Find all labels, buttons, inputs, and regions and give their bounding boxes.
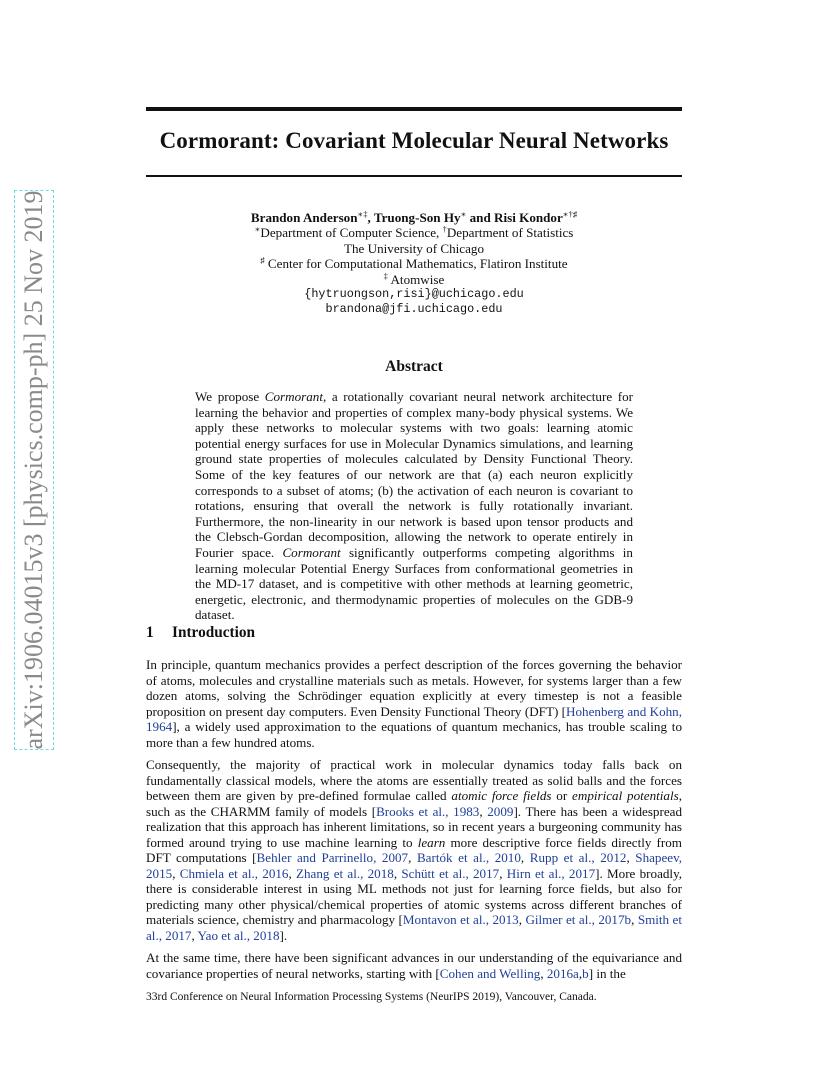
title-rule-top — [146, 107, 682, 111]
conference-footnote: 33rd Conference on Neural Information Processing Systems (NeurIPS 2019), Vancouver, Canada. — [146, 991, 597, 1003]
citation-link[interactable]: Brooks et al., 1983 — [376, 803, 480, 819]
affiliation-text: Department of Statistics — [446, 225, 574, 241]
affiliation-atomwise — [146, 272, 682, 287]
section-heading — [146, 624, 255, 642]
arxiv-stamp-text: arXiv:1906.04015v3 [physics.comp-ph] 25 Nov 2019 — [19, 190, 48, 750]
author-names — [146, 210, 682, 225]
author-name: Truong-Son Hy — [373, 210, 461, 225]
citation-link[interactable]: Behler and Parrinello, 2007 — [256, 850, 409, 865]
author-block — [146, 210, 682, 318]
citation-link[interactable]: Zhang et al., 2018 — [296, 865, 394, 881]
citation-link[interactable]: Chmiela et al., 2016 — [179, 865, 289, 881]
citation-link[interactable]: Hirn et al., 2017 — [506, 865, 596, 881]
section-number: 1 — [146, 624, 154, 641]
author-email: {hytruongson,risi}@uchicago.edu — [304, 287, 524, 302]
citation-link[interactable]: 2009 — [487, 803, 514, 819]
affiliation-flatiron — [146, 256, 682, 271]
citation-link[interactable]: Gilmer et al., 2017b — [525, 912, 632, 927]
citation-link[interactable]: Bartók et al., 2010 — [416, 850, 521, 865]
author-separator: and — [466, 210, 495, 225]
affiliation-university: The University of Chicago — [344, 240, 484, 256]
citation-link[interactable]: Rupp et al., 2012 — [529, 850, 627, 865]
affiliation-departments — [146, 225, 682, 240]
affiliation-mark: ♯ — [260, 255, 265, 266]
paragraph: In principle, quantum mechanics provides a perfect description of the forces governing the behavior of atoms, molecules and crystalline materials such as metals. However, for systems larger than a few dozen atoms, solving the Schrödinger equation explicitly at every timestep is not a feasible proposition on present day computers. Even Density Functional Theory (DFT) [Hohenberg and Kohn, 1964], a widely used approximation to the equations of quantum mechanics, has trouble scaling to more than a few hundred atoms. — [146, 657, 683, 750]
affiliation-mark: ∗†♯ — [562, 209, 578, 219]
affiliation-mark: ∗ — [254, 224, 261, 235]
affiliation-mark: ‡ — [383, 270, 388, 281]
affiliation-mark: † — [442, 224, 447, 235]
affiliation-mark: ∗‡ — [357, 209, 368, 219]
author-name: Risi Kondor — [494, 210, 563, 225]
author-separator: , — [367, 210, 374, 225]
author-name: Brandon Anderson — [250, 210, 358, 225]
affiliation-mark: ∗ — [460, 209, 467, 219]
abstract-heading: Abstract — [385, 358, 443, 375]
citation-link[interactable]: Shapeev, 2015 — [146, 850, 683, 881]
abstract-text: We propose Cormorant, a rotationally covariant neural network architecture for learning the behavior and properties of complex many-body physical systems. We apply these networks to molecular systems with two goals: learning atomic potential energy surfaces for use in Molecular Dynamics simulations, and learning ground state properties of molecules calculated by Density Functional Theory. Some of the key features of our network are that (a) each neuron explicitly corresponds to a subset of atoms; (b) the activation of each neuron is covariant to rotations, ensuring that overall the network is fully rotationally invariant. Furthermore, the non-linearity in our network is based upon tensor products and the Clebsch-Gordan decomposition, allowing the network to operate entirely in Fourier space. Cormorant significantly outperforms competing algorithms in learning molecular Potential Energy Surfaces from conformational geometries in the MD-17 dataset, and is competitive with other methods at learning geometric, energetic, electronic, and thermodynamic properties of molecules on the GDB-9 dataset. — [195, 389, 634, 623]
paragraph: Consequently, the majority of practical work in molecular dynamics today falls back on fundamentally classical models, where the atoms are essentially treated as solid balls and the forces between them are given by pre-defined formulae called atomic force fields or empirical potentials, such as the CHARMM family of models [Brooks et al., 1983, 2009]. There has been a widespread realization that this approach has inherent limitations, so in recent years a burgeoning community has formed around trying to use machine learning to learn more descriptive force fields directly from DFT computations [Behler and Parrinello, 2007, Bartók et al., 2010, Rupp et al., 2012, Shapeev, 2015, Chmiela et al., 2016, Zhang et al., 2018, Schütt et al., 2017, Hirn et al., 2017]. More broadly, there is considerable interest in using ML methods not just for learning force fields, but also for predicting many other physical/chemical properties of atomic systems across different branches of materials science, chemistry and pharmacology [Montavon et al., 2013, Gilmer et al., 2017b, Smith et al., 2017, Yao et al., 2018]. — [146, 757, 683, 943]
affiliation-text: Department of Computer Science, — [260, 225, 443, 241]
affiliation-text: Atomwise — [387, 271, 445, 287]
body-text — [146, 657, 682, 988]
citation-link[interactable]: Yao et al., 2018 — [197, 927, 280, 943]
citation-link[interactable]: 2016a — [546, 965, 579, 981]
citation-link[interactable]: Schütt et al., 2017 — [401, 865, 500, 881]
paper-title: Cormorant: Covariant Molecular Neural Networks — [159, 128, 669, 153]
title-rule-bottom — [146, 175, 682, 177]
section-title: Introduction — [172, 624, 256, 641]
citation-link[interactable]: Smith et al., 2017 — [146, 912, 683, 943]
citation-link[interactable]: Cohen and Welling — [439, 965, 541, 981]
paragraph: At the same time, there have been significant advances in our understanding of the equivariance and covariance properties of neural networks, starting with [Cohen and Welling, 2016a,b] in the — [146, 950, 682, 981]
affiliation-text: Center for Computational Mathematics, Flatiron Institute — [264, 256, 568, 272]
citation-link[interactable]: Hohenberg and Kohn, 1964 — [146, 703, 683, 734]
citation-link[interactable]: Montavon et al., 2013 — [402, 912, 519, 927]
citation-link[interactable]: b — [582, 965, 589, 981]
author-email: brandona@jfi.uchicago.edu — [325, 302, 503, 317]
arxiv-stamp — [14, 190, 54, 750]
